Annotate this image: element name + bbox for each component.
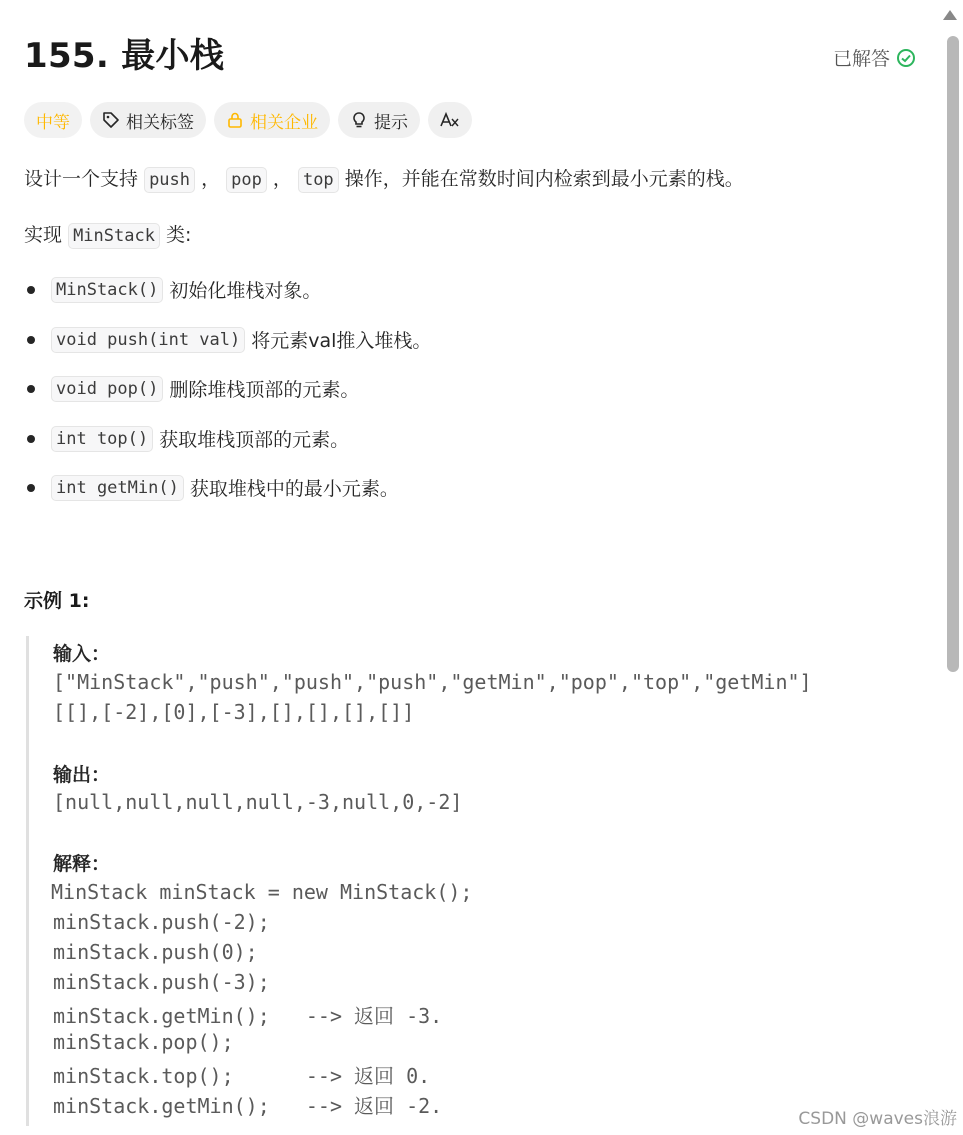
list-item xyxy=(24,375,359,402)
hint-label: 提示 xyxy=(374,112,408,133)
implement-text-end: 类: xyxy=(166,224,192,246)
explain-label: 解释： xyxy=(53,853,111,875)
title-row xyxy=(24,34,916,78)
code-pop: pop xyxy=(226,167,267,193)
explain-line: minStack.top(); --> 返回 0. xyxy=(53,1064,431,1088)
list-item xyxy=(24,425,349,452)
lock-icon xyxy=(226,111,244,129)
tag-bar xyxy=(24,102,472,138)
companies-label: 相关企业 xyxy=(250,112,318,133)
intro-separator: ， xyxy=(272,168,292,190)
topics-button[interactable] xyxy=(90,102,206,138)
bullet-dot xyxy=(27,385,35,393)
tag-icon xyxy=(102,111,120,129)
explain-line: MinStack minStack = new MinStack(); xyxy=(51,880,473,904)
list-item xyxy=(24,326,431,353)
example-block xyxy=(26,636,909,1126)
vertical-scrollbar[interactable] xyxy=(947,36,959,672)
implement-text: 实现 xyxy=(24,224,63,246)
explain-line: minStack.getMin(); --> 返回 -2. xyxy=(53,1094,443,1118)
input-line-1: ["MinStack","push","push","push","getMin","pop","top","getMin"] xyxy=(53,670,812,694)
code-push: push xyxy=(144,167,195,193)
output-line: [null,null,null,null,-3,null,0,-2] xyxy=(53,790,463,814)
explain-line: minStack.push(0); xyxy=(53,940,258,964)
solved-status xyxy=(833,44,916,71)
list-item-code: void push(int val) xyxy=(51,327,245,353)
hint-button[interactable] xyxy=(338,102,420,138)
intro-text-start: 设计一个支持 xyxy=(24,168,139,190)
intro-separator: ， xyxy=(201,168,221,190)
list-item-code: int getMin() xyxy=(51,475,184,501)
list-item xyxy=(24,276,321,303)
difficulty-label: 中等 xyxy=(36,112,70,133)
input-label: 输入： xyxy=(53,643,111,665)
list-item-code: MinStack() xyxy=(51,277,163,303)
list-item-code: void pop() xyxy=(51,376,163,402)
bullet-dot xyxy=(27,484,35,492)
description-implement xyxy=(24,216,191,255)
list-item xyxy=(24,474,399,501)
difficulty-badge xyxy=(24,102,82,138)
description-intro xyxy=(24,160,744,199)
translate-icon xyxy=(440,110,460,130)
input-line-2: [[],[-2],[0],[-3],[],[],[],[]] xyxy=(53,700,415,724)
explain-line: minStack.pop(); xyxy=(53,1030,234,1054)
explain-line: minStack.getMin(); --> 返回 -3. xyxy=(53,1004,443,1028)
output-label: 输出： xyxy=(53,764,111,786)
problem-title: 155. 最小栈 xyxy=(24,36,225,76)
topics-label: 相关标签 xyxy=(126,112,194,133)
example-title: 示例 1: xyxy=(24,590,90,612)
bullet-dot xyxy=(27,286,35,294)
list-item-text: 获取堆栈顶部的元素。 xyxy=(159,429,350,451)
code-minstack: MinStack xyxy=(68,223,160,249)
explain-line: minStack.push(-3); xyxy=(53,970,270,994)
code-top: top xyxy=(298,167,339,193)
bullet-dot xyxy=(27,435,35,443)
explain-line: minStack.push(-2); xyxy=(53,910,270,934)
list-item-text: 初始化堆栈对象。 xyxy=(169,280,322,302)
lightbulb-icon xyxy=(350,111,368,129)
companies-button[interactable] xyxy=(214,102,330,138)
translate-button[interactable] xyxy=(428,102,472,138)
check-circle-icon xyxy=(896,48,916,68)
solved-label: 已解答 xyxy=(832,48,890,70)
list-item-text: 将元素val推入堆栈。 xyxy=(251,330,432,352)
list-item-code: int top() xyxy=(51,426,153,452)
watermark: CSDN @waves浪游 xyxy=(798,1109,957,1129)
intro-text-end: 操作，并能在常数时间内检索到最小元素的栈。 xyxy=(344,168,744,190)
list-item-text: 删除堆栈顶部的元素。 xyxy=(169,379,360,401)
scroll-up-arrow-icon[interactable] xyxy=(943,10,957,20)
bullet-dot xyxy=(27,336,35,344)
list-item-text: 获取堆栈中的最小元素。 xyxy=(189,478,399,500)
